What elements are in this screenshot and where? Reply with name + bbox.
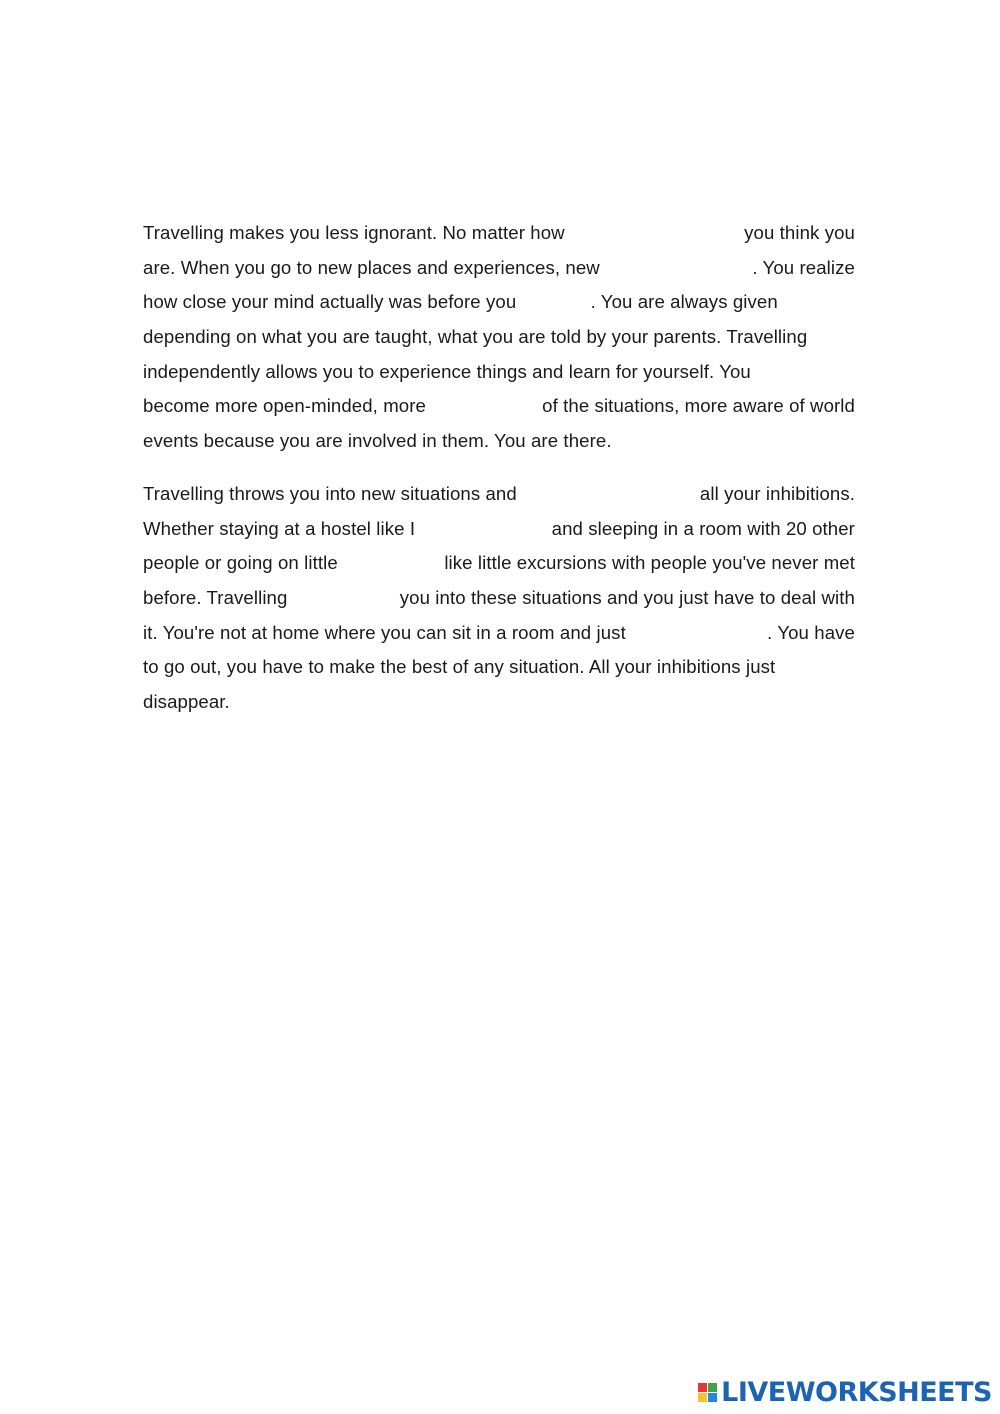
logo-square (708, 1383, 717, 1392)
liveworksheets-logo (698, 1377, 992, 1408)
p2-line-5 (143, 616, 855, 651)
text-segment: you into these situations and you just have to deal with (399, 587, 855, 609)
text-segment: and sleeping in a room with 20 other (551, 517, 855, 539)
p2-line-6 (143, 650, 855, 685)
text-segment: events because you are involved in them. You are there. (143, 430, 612, 452)
text-segment: how close your mind actually was before you (143, 291, 517, 313)
answer-blank[interactable] (656, 621, 736, 645)
p1-line-1 (143, 216, 855, 251)
p1-line-4 (143, 320, 855, 355)
text-segment: become more open-minded, more (143, 395, 426, 417)
p2-line-2 (143, 512, 855, 547)
p1-line-3 (143, 285, 855, 320)
answer-blank[interactable] (646, 256, 706, 280)
answer-blank[interactable] (376, 552, 406, 576)
logo-mark-icon (698, 1383, 717, 1402)
text-segment: independently allows you to experience things and learn for yourself. You (143, 360, 751, 382)
text-segment: Whether staying at a hostel like I (143, 517, 416, 539)
text-segment: before. Travelling (143, 587, 288, 609)
text-segment: Travelling throws you into new situations and (143, 483, 517, 504)
answer-blank[interactable] (543, 291, 563, 315)
answer-blank[interactable] (599, 221, 709, 245)
text-segment: disappear. (143, 691, 230, 713)
logo-square (698, 1383, 707, 1392)
text-segment: . You are always given (590, 291, 778, 313)
p1-line-5 (143, 355, 855, 390)
text-segment: it. You're not at home where you can sit in a room and just (143, 621, 626, 643)
text-segment: Travelling makes you less ignorant. No matter how (143, 222, 565, 243)
logo-square (708, 1393, 717, 1402)
text-segment: like little excursions with people you've never met (444, 552, 855, 574)
text-segment: . You have (767, 621, 855, 643)
logo-text: LIVEWORKSHEETS (721, 1377, 992, 1408)
text-segment: you think you (744, 222, 855, 243)
p2-line-3 (143, 546, 855, 581)
text-segment: all your inhibitions. (699, 483, 855, 504)
answer-blank[interactable] (468, 517, 498, 541)
p1-line-7 (143, 424, 855, 459)
text-segment: of the situations, more aware of world (542, 395, 855, 417)
p1-line-6 (143, 389, 855, 424)
text-segment: . You realize (752, 256, 855, 278)
logo-square (698, 1393, 707, 1402)
text-segment: to go out, you have to make the best of any situation. All your inhibitions just (143, 656, 776, 678)
paragraph-1 (143, 216, 855, 459)
answer-blank[interactable] (805, 291, 855, 315)
paragraph-2 (143, 477, 855, 720)
answer-blank[interactable] (558, 482, 658, 506)
answer-blank[interactable] (319, 586, 369, 610)
p2-line-7 (143, 685, 855, 720)
answer-blank[interactable] (459, 395, 509, 419)
p2-line-4 (143, 581, 855, 616)
p2-line-1 (143, 477, 855, 512)
text-segment: are. When you go to new places and experiences, new (143, 256, 600, 278)
text-segment: people or going on little (143, 552, 338, 574)
text-segment: depending on what you are taught, what you are told by your parents. Travelling (143, 326, 808, 348)
p1-line-2 (143, 251, 855, 286)
